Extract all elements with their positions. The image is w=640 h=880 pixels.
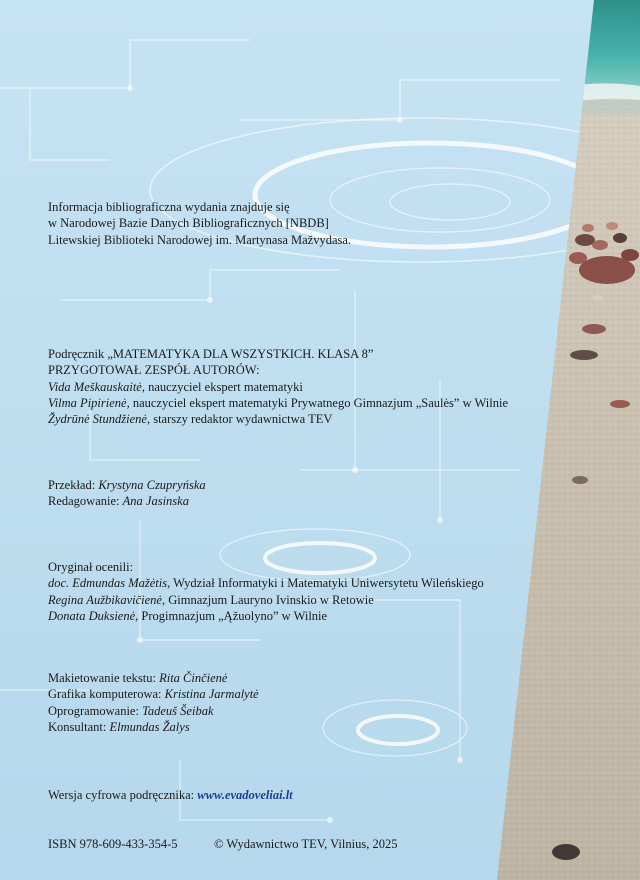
credit-label: Oprogramowanie:	[48, 703, 143, 718]
credit-name: Rita Činčienė	[159, 671, 228, 685]
book-title: Podręcznik „MATEMATYKA DLA WSZYSTKICH. KLASA 8”	[48, 347, 374, 361]
editor-label: Redagowanie:	[48, 494, 123, 509]
author-entry	[48, 379, 508, 395]
reviewer-affiliation: , Gimnazjum Lauryno Ivinskio w Retowie	[161, 592, 374, 607]
bibliographic-note-line: Informacja bibliograficzna wydania znajduje się	[48, 200, 290, 214]
author-name: Vilma Pipirienė	[48, 395, 127, 410]
credit-name: Elmundas Žalys	[109, 719, 190, 734]
editor-name: Ana Jasinska	[122, 494, 189, 509]
digital-version-label: Wersja cyfrowa podręcznika:	[48, 788, 198, 802]
author-role: , starszy redaktor wydawnictwa TEV	[146, 412, 333, 427]
credit-label: Makietowanie tekstu:	[48, 671, 160, 685]
reviewer-name: doc. Edmundas Mažėtis	[48, 576, 168, 591]
reviewer-affiliation: , Wydział Informatyki i Matematyki Uniwersytetu Wileńskiego	[167, 576, 484, 591]
editor-entry	[48, 493, 206, 509]
reviewers-heading: Oryginał ocenili:	[48, 560, 134, 574]
reviewer-entry	[48, 592, 484, 608]
credit-entry	[48, 703, 259, 719]
credit-label: Konsultant:	[48, 719, 110, 734]
author-role: , nauczyciel ekspert matematyki Prywatnego Gimnazjum „Saulės” w Wilnie	[126, 395, 509, 410]
authors-heading: PRZYGOTOWAŁ ZESPÓŁ AUTORÓW:	[48, 363, 260, 378]
reviewer-entry	[48, 575, 484, 591]
author-role: , nauczyciel ekspert matematyki	[141, 379, 303, 394]
reviewer-name: Donata Duksienė	[48, 608, 136, 623]
translator-entry	[48, 477, 206, 493]
translation-block	[48, 477, 206, 510]
reviewer-entry	[48, 608, 484, 624]
reviewers-block	[48, 559, 484, 624]
credit-label: Grafika komputerowa:	[48, 687, 165, 702]
translator-name: Krystyna Czupryńska	[98, 478, 206, 492]
translator-label: Przekład:	[48, 478, 99, 492]
author-name: Žydrūnė Stundžienė	[48, 412, 147, 427]
isbn: ISBN 978-609-433-354-5	[48, 837, 178, 851]
credit-name: Kristina Jarmalytė	[164, 687, 259, 702]
reviewer-affiliation: , Progimnazjum „Ąžuolyno” w Wilnie	[135, 608, 328, 623]
author-entry	[48, 411, 508, 427]
credit-entry	[48, 670, 259, 686]
reviewer-name: Regina Aužbikavičienė	[48, 592, 162, 607]
bibliographic-note	[48, 199, 351, 248]
credit-name: Tadeuš Šeibak	[142, 703, 214, 718]
authors-block	[48, 346, 508, 427]
digital-version	[48, 787, 293, 803]
author-entry	[48, 395, 508, 411]
bibliographic-note-line: w Narodowej Bazie Danych Bibliograficznych [NBDB]	[48, 216, 329, 231]
author-name: Vida Meškauskaitė	[48, 379, 142, 394]
credit-entry	[48, 686, 259, 702]
copyright: © Wydawnictwo TEV, Vilnius, 2025	[214, 837, 398, 851]
credit-entry	[48, 719, 259, 735]
digital-version-link[interactable]: www.evadoveliai.lt	[197, 788, 293, 802]
bibliographic-note-line: Litewskiej Biblioteki Narodowej im. Martynasa Mažvydasa.	[48, 232, 352, 247]
credits-block	[48, 670, 259, 735]
